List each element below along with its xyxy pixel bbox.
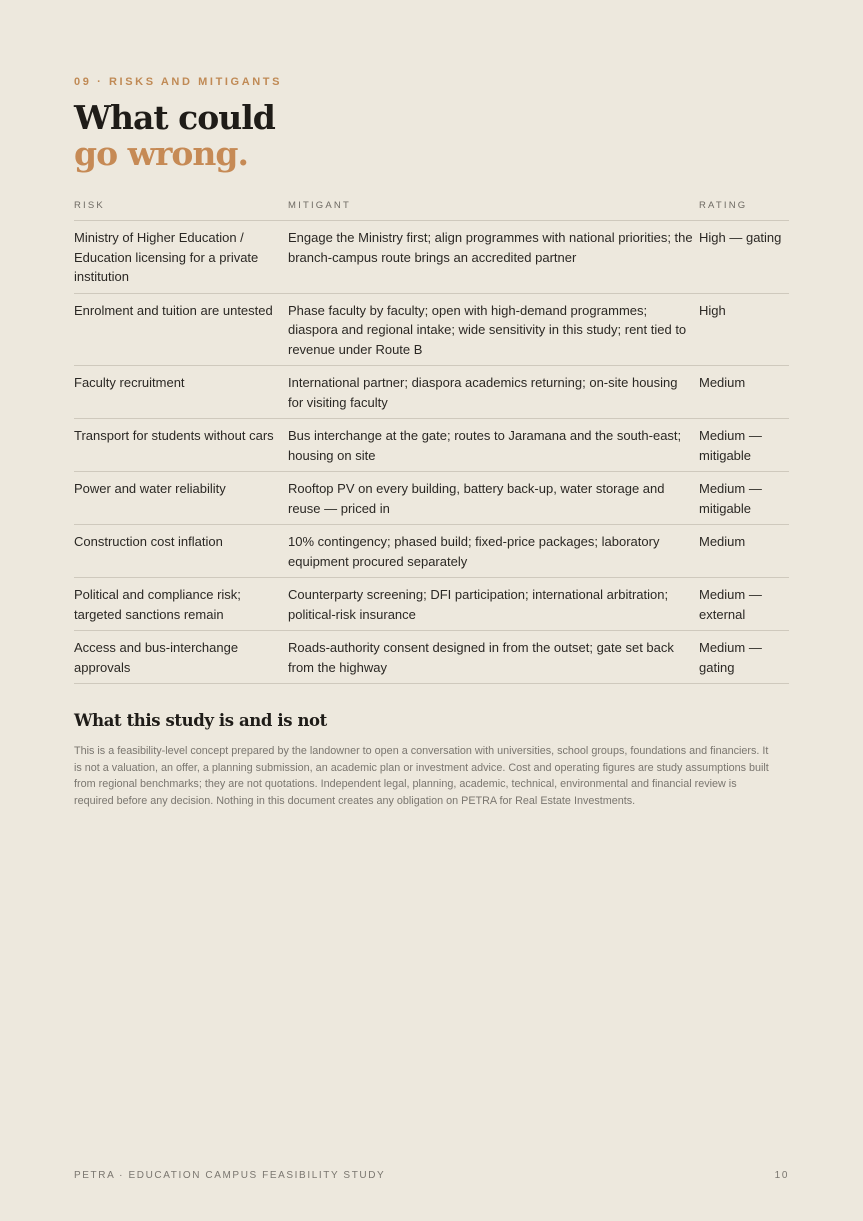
table-row <box>74 525 789 578</box>
mitigant-cell: 10% contingency; phased build; fixed-price packages; laboratory equipment procured separately <box>288 525 699 578</box>
risk-cell: Ministry of Higher Education / Education licensing for a private institution <box>74 221 288 294</box>
mitigant-cell: Engage the Ministry first; align programmes with national priorities; the branch-campus route brings an accredited partner <box>288 221 699 294</box>
mitigant-cell: Counterparty screening; DFI participation; international arbitration; political-risk insurance <box>288 578 699 631</box>
rating-cell: Medium — mitigable <box>699 472 789 525</box>
risk-table <box>74 196 789 684</box>
page-title-line-1: What could <box>74 98 275 137</box>
rating-cell: Medium — gating <box>699 631 789 684</box>
risk-cell: Political and compliance risk; targeted sanctions remain <box>74 578 288 631</box>
mitigant-cell: Rooftop PV on every building, battery back-up, water storage and reuse — priced in <box>288 472 699 525</box>
page-title <box>74 100 275 172</box>
risk-cell: Access and bus-interchange approvals <box>74 631 288 684</box>
mitigant-cell: Roads-authority consent designed in from the outset; gate set back from the highway <box>288 631 699 684</box>
mitigant-cell: Phase faculty by faculty; open with high-demand programmes; diaspora and regional intake; wide sensitivity in this study; rent tied to revenue under Route B <box>288 293 699 366</box>
footer-document-title: PETRA · EDUCATION CAMPUS FEASIBILITY STUDY <box>74 1170 386 1181</box>
page-number: 10 <box>774 1170 789 1181</box>
risk-cell: Enrolment and tuition are untested <box>74 293 288 366</box>
table-row <box>74 221 789 294</box>
table-row <box>74 472 789 525</box>
header-risk: RISK <box>74 196 288 221</box>
risk-cell: Faculty recruitment <box>74 366 288 419</box>
page-title-line-2: go wrong. <box>74 134 248 173</box>
table-row <box>74 366 789 419</box>
risk-cell: Construction cost inflation <box>74 525 288 578</box>
table-row <box>74 631 789 684</box>
header-mitigant: MITIGANT <box>288 196 699 221</box>
rating-cell: Medium <box>699 525 789 578</box>
rating-cell: Medium — mitigable <box>699 419 789 472</box>
table-row <box>74 293 789 366</box>
mitigant-cell: International partner; diaspora academics returning; on-site housing for visiting faculty <box>288 366 699 419</box>
rating-cell: High — gating <box>699 221 789 294</box>
risk-cell: Power and water reliability <box>74 472 288 525</box>
disclaimer-text: This is a feasibility-level concept prepared by the landowner to open a conversation with universities, school groups, foundations and financiers. It is not a valuation, an offer, a planning submission, an academic plan or investment advice. Cost and operating figures are study assumptions built from regional benchmarks; they are not quotations. Independent legal, planning, academic, technical, environmental and financial review is required before any decision. Nothing in this document creates any obligation on PETRA for Real Estate Investments. <box>74 745 769 808</box>
table-row <box>74 578 789 631</box>
rating-cell: Medium — external <box>699 578 789 631</box>
table-header-row <box>74 196 789 221</box>
mitigant-cell: Bus interchange at the gate; routes to Jaramana and the south-east; housing on site <box>288 419 699 472</box>
table-row <box>74 419 789 472</box>
disclaimer-heading: What this study is and is not <box>74 711 327 730</box>
risk-cell: Transport for students without cars <box>74 419 288 472</box>
rating-cell: Medium <box>699 366 789 419</box>
rating-cell: High <box>699 293 789 366</box>
header-rating: RATING <box>699 196 789 221</box>
section-eyebrow: 09 · RISKS AND MITIGANTS <box>74 76 283 88</box>
